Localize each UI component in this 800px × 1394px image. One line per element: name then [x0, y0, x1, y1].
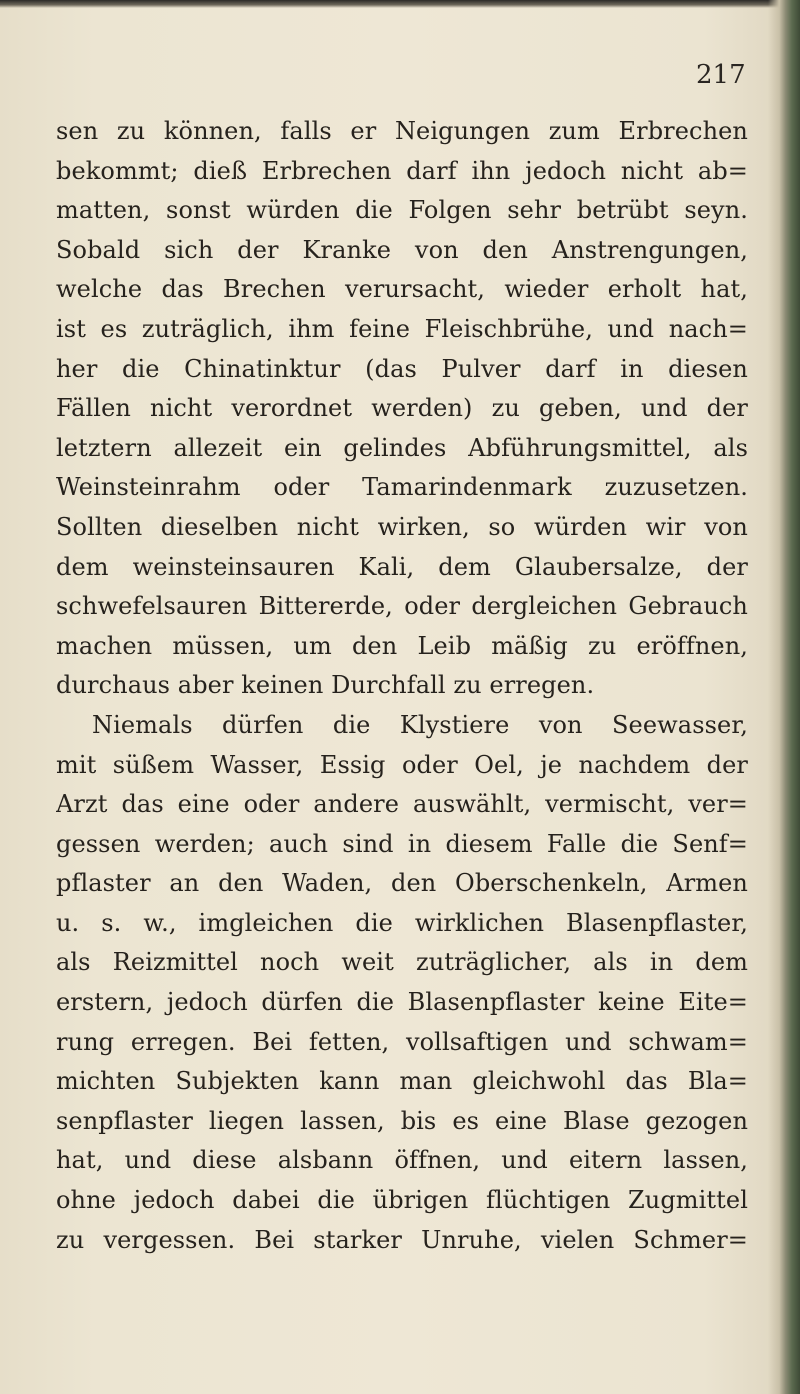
text-line: letztern allezeit ein gelindes Abführungsmittel, als [56, 433, 748, 462]
text-line: sen zu können, falls er Neigungen zum Erbrechen [56, 117, 748, 145]
text-line: senpflaster liegen lassen, bis es eine Blase gezogen [56, 1106, 748, 1135]
body-text [56, 112, 748, 1260]
text-line: schwefelsauren Bittererde, oder dergleichen Gebrauch [56, 592, 748, 621]
text-line: pflaster an den Waden, den Oberschenkeln, Armen [56, 869, 748, 898]
text-line: Fällen nicht verordnet werden) zu geben, und der [56, 394, 748, 423]
book-spine-edge [768, 0, 800, 1394]
text-line: ohne jedoch dabei die übrigen flüchtigen Zugmittel [56, 1186, 748, 1215]
text-line: zu vergessen. Bei starker Unruhe, vielen Schmer= [56, 1225, 748, 1254]
page-top-edge [0, 0, 800, 8]
text-line: durchaus aber keinen Durchfall zu erregen. [56, 671, 595, 700]
text-line: machen müssen, um den Leib mäßig zu eröffnen, [56, 631, 748, 660]
text-line: Sobald sich der Kranke von den Anstrengungen, [56, 235, 748, 264]
text-line: Weinsteinrahm oder Tamarindenmark zuzusetzen. [56, 473, 748, 502]
text-line: welche das Brechen verursacht, wieder erholt hat, [56, 275, 748, 304]
text-line: ist es zuträglich, ihm feine Fleischbrühe, und nach= [56, 314, 748, 343]
text-line: gessen werden; auch sind in diesem Falle die Senf= [56, 829, 748, 858]
text-line: bekommt; dieß Erbrechen darf ihn jedoch nicht ab= [56, 156, 748, 185]
text-line: u. s. w., imgleichen die wirklichen Blasenpflaster, [56, 908, 748, 937]
text-line: Arzt das eine oder andere auswählt, vermischt, ver= [56, 790, 748, 819]
page-number: 217 [696, 60, 746, 90]
text-line: Niemals dürfen die Klystiere von Seewasser, [92, 710, 748, 739]
text-line: erstern, jedoch dürfen die Blasenpflaster keine Eite= [56, 988, 748, 1017]
text-line: dem weinsteinsauren Kali, dem Glaubersalze, der [56, 552, 748, 581]
text-line: michten Subjekten kann man gleichwohl das Bla= [56, 1067, 748, 1096]
text-line: her die Chinatinktur (das Pulver darf in diesen [56, 354, 748, 383]
text-line: hat, und diese alsbann öffnen, und eitern lassen, [56, 1146, 748, 1175]
text-line: als Reizmittel noch weit zuträglicher, als in dem [56, 948, 748, 977]
text-line: mit süßem Wasser, Essig oder Oel, je nachdem der [56, 750, 748, 779]
text-line: rung erregen. Bei fetten, vollsaftigen und schwam= [56, 1027, 748, 1056]
text-line: Sollten dieselben nicht wirken, so würden wir von [56, 512, 748, 541]
text-line: matten, sonst würden die Folgen sehr betrübt seyn. [56, 196, 748, 225]
